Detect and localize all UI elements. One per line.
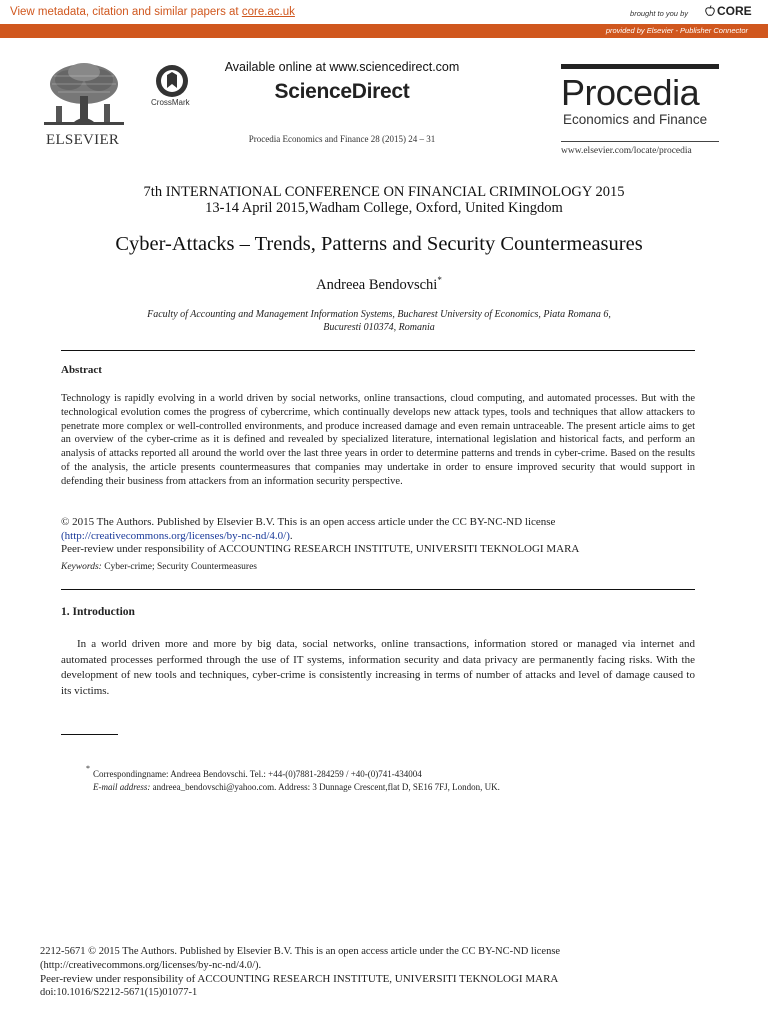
author-line — [0, 275, 758, 294]
introduction-heading: 1. Introduction — [61, 606, 135, 618]
keywords-value: Cyber-crime; Security Countermeasures — [104, 562, 258, 572]
core-metadata-link[interactable]: core.ac.uk — [241, 6, 295, 18]
core-apple-icon — [705, 5, 715, 17]
journal-name: Procedia — [561, 72, 700, 113]
license-line-end: . — [289, 530, 293, 542]
footnote-email-address[interactable]: andreea_bendovschi@yahoo.com. Address: 3 Dunnage Crescent,flat D, SE16 7FJ, London, UK. — [152, 782, 500, 792]
author-name: Andreea Bendovschi — [316, 276, 438, 293]
affiliation-line-1: Faculty of Accounting and Management Information Systems, Bucharest University of Economics, Piata Romana 6, — [147, 309, 611, 320]
abstract-heading: Abstract — [61, 364, 102, 376]
sciencedirect-brand: ScienceDirect — [274, 80, 410, 103]
copyright-line: © 2015 The Authors. Published by Elsevier B.V. This is an open access article under the CC BY-NC-ND license — [61, 516, 556, 528]
footer-license-line: 2212-5671 © 2015 The Authors. Published by Elsevier B.V. This is an open access article under the CC BY-NC-ND license — [40, 946, 561, 957]
journal-url[interactable]: www.elsevier.com/locate/procedia — [561, 146, 692, 156]
keywords-label: Keywords: — [61, 562, 102, 572]
abstract-body: Technology is rapidly evolving in a world driven by social networks, online transactions, cloud computing, and automated processes. But with the technological evolution comes the progress of cybercrime, which continually develops new attack types, tools and techniques that allow attackers to penetrate more complex or well-controlled environments, and produce increased damage and even remain untraceable. The present article aims to get an overview of the cyber-crime as it is defined and revealed by specialized literature, international legislation and historical facts, and perform an analysis of attacks reported all around the world over the last three years in order to determine patterns and trends in cyber-crime. Based on the results of the analysis, the article presents countermeasures that companies may undertake in order to ensure improved security that would support in defending their business from attackers from an information security perspective. — [61, 393, 695, 487]
footer-license-link[interactable]: (http://creativecommons.org/licenses/by-nc-nd/4.0/). — [40, 960, 262, 971]
conference-line-2: 13-14 April 2015,Wadham College, Oxford, United Kingdom — [205, 200, 563, 216]
core-logo[interactable] — [705, 4, 752, 18]
procedia-top-rule — [561, 64, 719, 69]
journal-citation: Procedia Economics and Finance 28 (2015) 24 – 31 — [248, 134, 436, 144]
journal-subtitle: Economics and Finance — [563, 112, 708, 127]
available-online-text: Available online at www.sciencedirect.com — [224, 60, 460, 74]
elsevier-tree-logo — [44, 62, 124, 132]
provider-bar — [0, 24, 768, 38]
core-metadata-text: View metadata, citation and similar papers at — [10, 6, 239, 18]
crossmark-label: CrossMark — [151, 98, 190, 107]
publisher-name: ELSEVIER — [46, 132, 120, 148]
footer-doi[interactable]: doi:10.1016/S2212-5671(15)01077-1 — [40, 987, 198, 998]
peer-review-line: Peer-review under responsibility of ACCOUNTING RESEARCH INSTITUTE, UNIVERSITI TEKNOLOGI MARA — [61, 543, 580, 555]
keywords-line — [61, 562, 257, 572]
footnote-line-2 — [93, 782, 500, 792]
core-brought-by: brought to you by — [630, 9, 688, 18]
author-footnote-mark: * — [437, 275, 442, 285]
core-metadata-line — [10, 6, 295, 18]
affiliation-line-2: Bucuresti 010374, Romania — [323, 322, 435, 333]
conference-line-1: 7th INTERNATIONAL CONFERENCE ON FINANCIAL CRIMINOLOGY 2015 — [143, 184, 625, 200]
footnote-rule — [61, 734, 118, 735]
footer-peer-review: Peer-review under responsibility of ACCOUNTING RESEARCH INSTITUTE, UNIVERSITI TEKNOLOGI MARA — [40, 973, 559, 985]
footnote-line-1: Correspondingname: Andreea Bendovschi. Tel.: +44-(0)7881-284259 / +40-(0)741-434004 — [93, 769, 422, 779]
introduction-body: In a world driven more and more by big data, social networks, online transactions, information stored or managed via internet and automated processes performed through the use of IT systems, information security and data privacy are permanently facing risks. With the development of new tools and techniques, cyber-crime is consistently increasing in terms of number of attacks and level of damage caused to its victims. — [61, 638, 695, 697]
abstract-top-rule — [61, 350, 695, 351]
license-link[interactable]: (http://creativecommons.org/licenses/by-nc-nd/4.0/) — [61, 530, 290, 542]
crossmark-icon[interactable] — [155, 64, 189, 98]
license-line — [61, 530, 293, 542]
abstract-bottom-rule — [61, 589, 695, 590]
procedia-bottom-rule — [561, 141, 719, 142]
footnote-email-label: E-mail address: — [93, 782, 151, 792]
core-logo-label: CORE — [717, 4, 752, 18]
footnote-mark: * — [86, 764, 90, 773]
paper-title: Cyber-Attacks – Trends, Patterns and Security Countermeasures — [115, 233, 643, 255]
provider-text: provided by Elsevier - Publisher Connector — [605, 26, 748, 35]
